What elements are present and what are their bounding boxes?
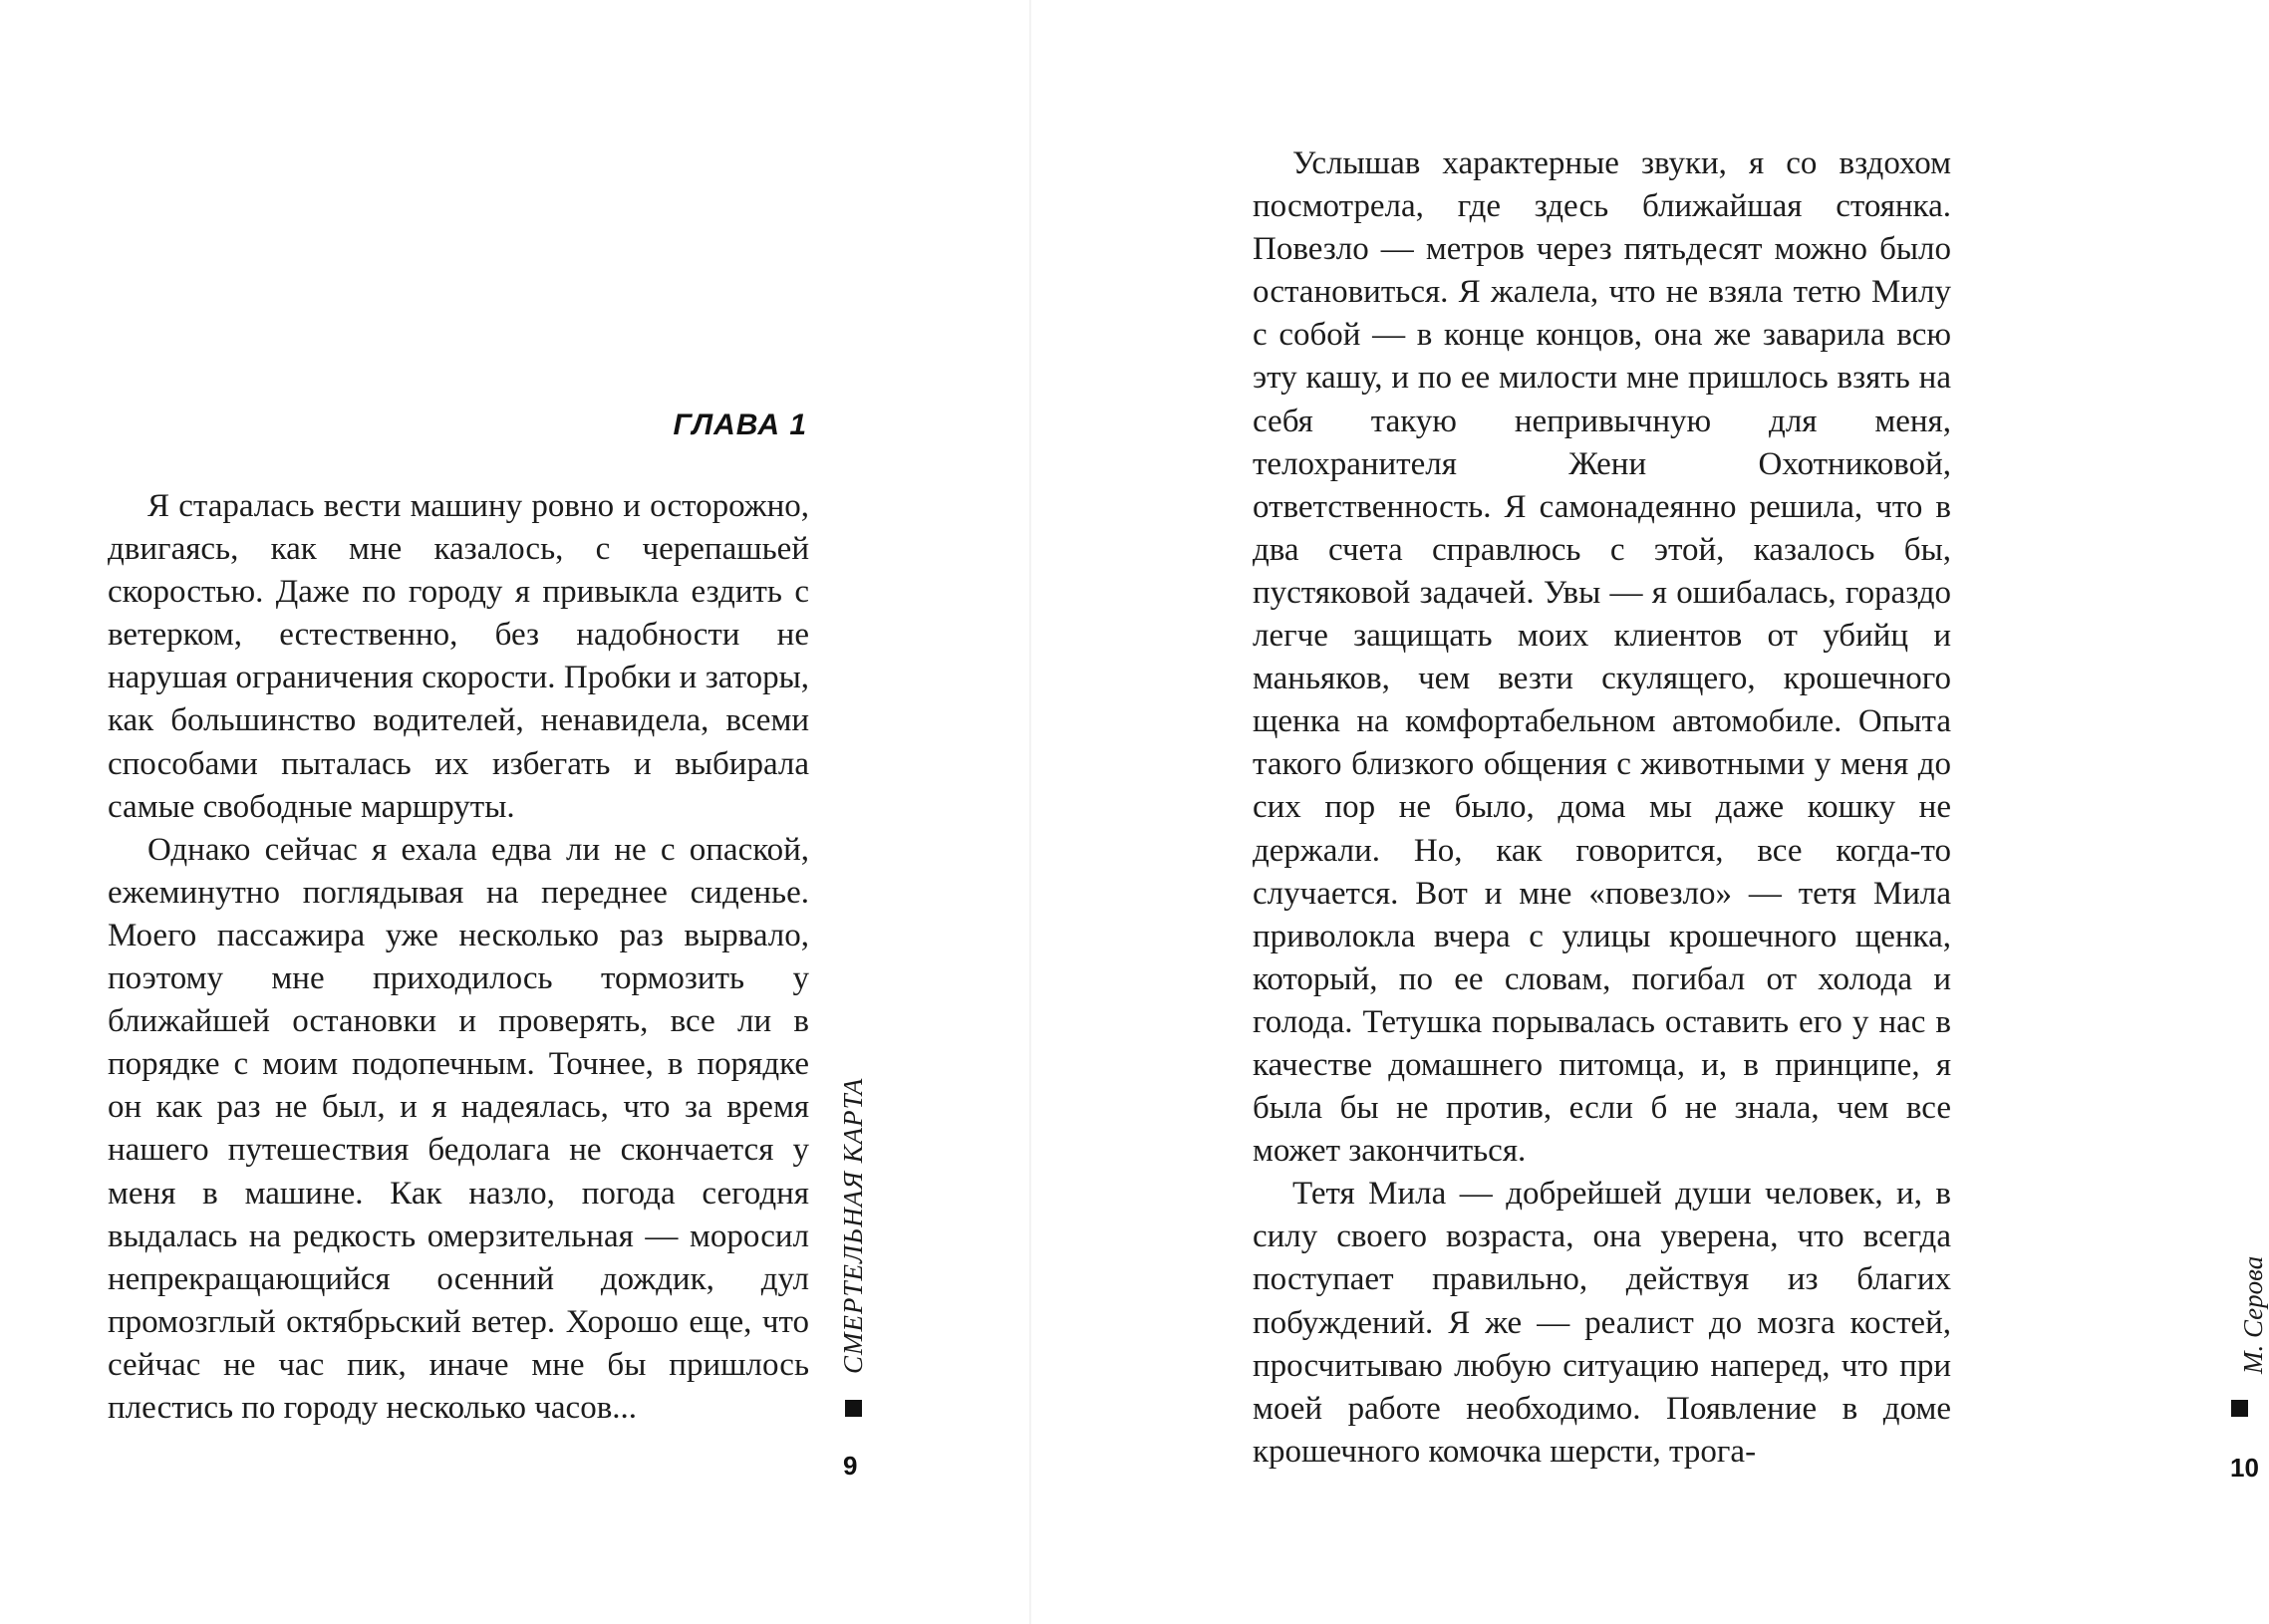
- running-head-book-title: СМЕРТЕЛЬНАЯ КАРТА: [838, 1077, 868, 1374]
- chapter-title: ГЛАВА 1: [673, 408, 807, 441]
- running-head-author: М. Серова: [2238, 1255, 2268, 1374]
- paragraph: Однако сейчас я ехала едва ли не с опаской, ежеминутно поглядывая на переднее сиденье. Моего пассажира уже несколько раз вырвало, поэтому мне приходилось тормозить у ближайшей остановки и проверять, все ли в порядке с моим подопечным. Точнее, в порядке он как раз не был, и я надеялась, что за время нашего путешествия бедолага не скончается у меня в машине. Как назло, погода сегодня выдалась на редкость омерзительная — моросил непрекращающийся осенний дождик, дул промозглый октябрьский ветер. Хорошо еще, что сейчас не час пик, иначе мне бы пришлось плестись по городу несколько часов...: [108, 831, 809, 1426]
- page-number: 10: [2230, 1453, 2259, 1483]
- page-number: 9: [843, 1451, 858, 1481]
- running-head-marker: [2231, 1400, 2248, 1417]
- left-page-text: [108, 485, 809, 1430]
- left-page: [0, 0, 1029, 1624]
- paragraph: Я старалась вести машину ровно и осторожно, двигаясь, как мне казалось, с черепашьей скоростью. Даже по городу я привыкла ездить с ветерком, естественно, без надобности не нарушая ограничения скорости. Пробки и заторы, как большинство водителей, ненавидела, всеми способами пыталась их избегать и выбирала самые свободные маршруты.: [108, 488, 809, 825]
- right-page-text: [1253, 142, 1951, 1474]
- paragraph: Услышав характерные звуки, я со вздохом посмотрела, где здесь ближайшая стоянка. Повезло — метров через пятьдесят можно было остановиться. Я жалела, что не взяла тетю Милу с собой — в конце концов, она же заварила всю эту кашу, и по ее милости мне пришлось взять на себя такую непривычную для меня, телохранителя Жени Охотниковой, ответственность. Я самонадеянно решила, что в два счета справлюсь с этой, казалось бы, пустяковой задачей. Увы — я ошибалась, гораздо легче защищать моих клиентов от убийц и маньяков, чем везти скулящего, крошечного щенка на комфортабельном автомобиле. Опыта такого близкого общения с животными у меня до сих пор не было, дома мы даже кошку не держали. Но, как говорится, все когда-то случается. Вот и мне «повезло» — тетя Мила приволокла вчера с улицы крошечного щенка, который, по ее словам, погибал от холода и голода. Тетушка порывалась оставить его у нас в качестве домашнего питомца, и, в принципе, я была бы не против, если б не знала, чем все может закончиться.: [1253, 145, 1951, 1170]
- paragraph: Тетя Мила — добрейшей души человек, и, в силу своего возраста, она уверена, что всегда поступает правильно, действуя из благих побуждений. Я же — реалист до мозга костей, просчитываю любую ситуацию наперед, что при моей работе необходимо. Появление в доме крошечного комочка шерсти, трога-: [1253, 1176, 1951, 1470]
- running-head-marker: [845, 1400, 862, 1417]
